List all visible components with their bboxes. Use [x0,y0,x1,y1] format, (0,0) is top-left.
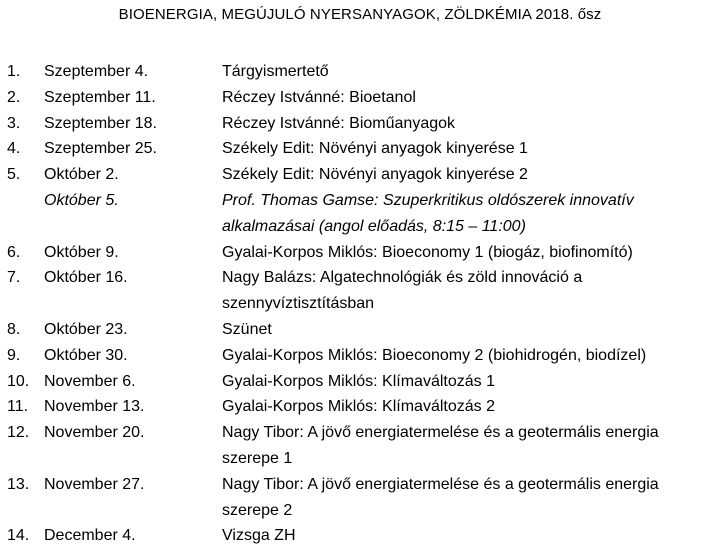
row-topic: Székely Edit: Növényi anyagok kinyerése 1 [222,140,528,158]
row-topic: Gyalai-Korpos Miklós: Klímaváltozás 1 [222,372,495,390]
schedule-row [0,317,720,343]
row-number: 13. [7,475,30,493]
row-topic: Réczey Istvánné: Bioműanyagok [222,114,456,132]
row-date: Október 5. [44,191,119,209]
row-date: November 27. [44,475,145,493]
row-number: 12. [7,424,30,442]
schedule-row [0,162,720,188]
row-number: 2. [7,88,21,106]
schedule-row [0,136,720,162]
row-date: Október 30. [44,346,128,364]
row-topic: Vizsga ZH [222,527,296,545]
schedule-row [0,523,720,549]
row-number: 7. [7,269,21,287]
row-date: Október 9. [44,243,119,261]
row-number: 8. [7,320,21,338]
row-date: Október 16. [44,269,128,287]
row-date: Szeptember 25. [44,140,157,158]
schedule-row [0,343,720,369]
row-number: 1. [7,63,21,80]
row-date: November 6. [44,372,136,390]
schedule-row [0,369,720,395]
row-date: November 20. [44,424,145,442]
page-title: BIOENERGIA, MEGÚJULÓ NYERSANYAGOK, ZÖLDKÉMIA 2018. ősz [118,6,602,23]
row-number: 3. [7,114,21,132]
row-number: 10. [7,372,30,390]
row-topic: Szünet [222,320,272,338]
schedule-row-special [0,188,720,240]
row-number: 4. [7,140,21,158]
schedule-list [0,59,720,549]
row-topic: Nagy Tibor: A jövő energiatermelése és a geotermális energia szerepe 1 [222,424,659,467]
row-date: Október 23. [44,320,128,338]
schedule-row [0,472,720,524]
schedule-row [0,420,720,472]
row-date: November 13. [44,398,145,416]
row-date: Szeptember 18. [44,114,157,132]
row-date: Szeptember 11. [44,88,156,106]
row-number: 5. [7,166,21,184]
row-topic: Nagy Tibor: A jövő energiatermelése és a geotermális energia szerepe 2 [222,475,659,519]
row-topic: Réczey Istvánné: Bioetanol [222,88,416,106]
row-number: 14. [7,527,30,545]
row-number: 11. [7,398,29,416]
schedule-row [0,59,720,85]
row-topic: Gyalai-Korpos Miklós: Bioeconomy 2 (biohidrogén, biodízel) [222,346,647,364]
schedule-row [0,394,720,420]
row-topic: Nagy Balázs: Algatechnológiák és zöld innováció a szennyvíztisztításban [222,269,583,313]
row-number: 9. [7,346,21,364]
row-topic: Székely Edit: Növényi anyagok kinyerése 2 [222,166,528,184]
row-topic: Gyalai-Korpos Miklós: Klímaváltozás 2 [222,398,495,416]
row-number: 6. [7,243,21,261]
row-topic: Prof. Thomas Gamse: Szuperkritikus oldószerek innovatív alkalmazásai (angol előadás, 8:15 – 11:00) [222,191,634,235]
row-date: Szeptember 4. [44,63,149,80]
schedule-row [0,85,720,111]
schedule-row [0,265,720,317]
schedule-row [0,240,720,266]
row-date: December 4. [44,527,136,545]
schedule-row [0,111,720,137]
row-topic: Tárgyismertető [222,63,329,80]
row-topic: Gyalai-Korpos Miklós: Bioeconomy 1 (biogáz, biofinomító) [222,243,633,261]
row-date: Október 2. [44,166,119,184]
